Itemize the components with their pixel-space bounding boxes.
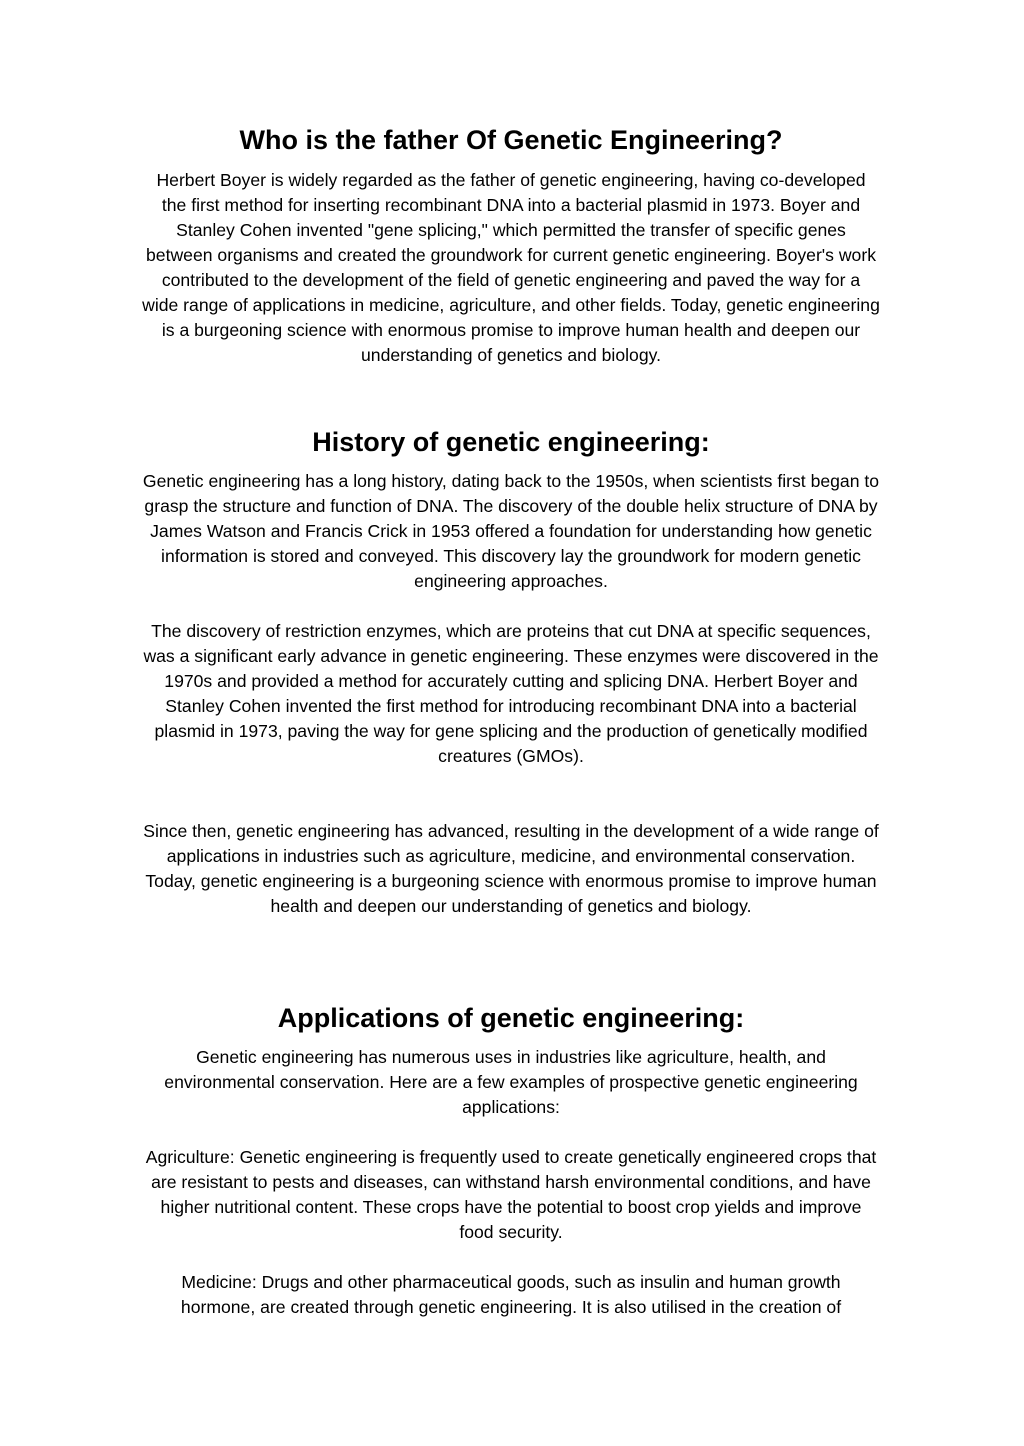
section-history-paragraph-1-block xyxy=(142,469,880,594)
section-applications-paragraph-2-block xyxy=(142,1145,880,1245)
paragraph-applications-intro: Genetic engineering has numerous uses in industries like agriculture, health, and environmental conservation. Here are a few examples of prospective genetic engineering applications: xyxy=(164,1047,858,1117)
section-history-paragraph-3-block xyxy=(142,819,880,919)
section-applications-paragraph-1-block xyxy=(142,1045,880,1120)
paragraph-history-restriction-enzymes: The discovery of restriction enzymes, which are proteins that cut DNA at specific sequences, was a significant early advance in genetic engineering. These enzymes were discovered in the 1970s and provided a method for accurately cutting and splicing DNA. Herbert Boyer and Stanley Cohen invented the first method for introducing recombinant DNA into a bacterial plasmid in 1973, paving the way for gene splicing and the production of genetically modified creatures (GMOs). xyxy=(143,621,879,766)
paragraph-applications-agriculture: Agriculture: Genetic engineering is frequently used to create genetically engineered crops that are resistant to pests and diseases, can withstand harsh environmental conditions, and have higher nutritional content. These crops have the potential to boost crop yields and improve food security. xyxy=(145,1147,877,1242)
section-father-paragraph-block xyxy=(142,168,880,368)
section-heading-history: History of genetic engineering: xyxy=(312,427,710,457)
section-heading-father: Who is the father Of Genetic Engineering? xyxy=(239,125,783,155)
section-father-heading-block xyxy=(142,123,880,157)
section-applications-heading-block xyxy=(142,1001,880,1035)
paragraph-father-intro: Herbert Boyer is widely regarded as the father of genetic engineering, having co-developed the first method for inserting recombinant DNA into a bacterial plasmid in 1973. Boyer and Stanley Cohen invented "gene splicing," which permitted the transfer of specific genes between organisms and created the groundwork for current genetic engineering. Boyer's work contributed to the development of the field of genetic engineering and paved the way for a wide range of applications in medicine, agriculture, and other fields. Today, genetic engineering is a burgeoning science with enormous promise to improve human health and deepen our understanding of genetics and biology. xyxy=(142,170,880,365)
paragraph-history-since-then: Since then, genetic engineering has advanced, resulting in the development of a wide range of applications in industries such as agriculture, medicine, and environmental conservation. Today, genetic engineering is a burgeoning science with enormous promise to improve human health and deepen our understanding of genetics and biology. xyxy=(143,821,879,916)
section-applications-paragraph-3-block xyxy=(142,1270,880,1320)
paragraph-history-dna: Genetic engineering has a long history, dating back to the 1950s, when scientists first began to grasp the structure and function of DNA. The discovery of the double helix structure of DNA by James Watson and Francis Crick in 1953 offered a foundation for understanding how genetic information is stored and conveyed. This discovery lay the groundwork for modern genetic engineering approaches. xyxy=(142,471,880,591)
section-history-paragraph-2-block xyxy=(142,619,880,769)
paragraph-applications-medicine: Medicine: Drugs and other pharmaceutical goods, such as insulin and human growth hormone, are created through genetic engineering. It is also utilised in the creation of xyxy=(180,1272,842,1317)
section-heading-applications: Applications of genetic engineering: xyxy=(277,1003,745,1033)
section-history-heading-block xyxy=(142,425,880,459)
